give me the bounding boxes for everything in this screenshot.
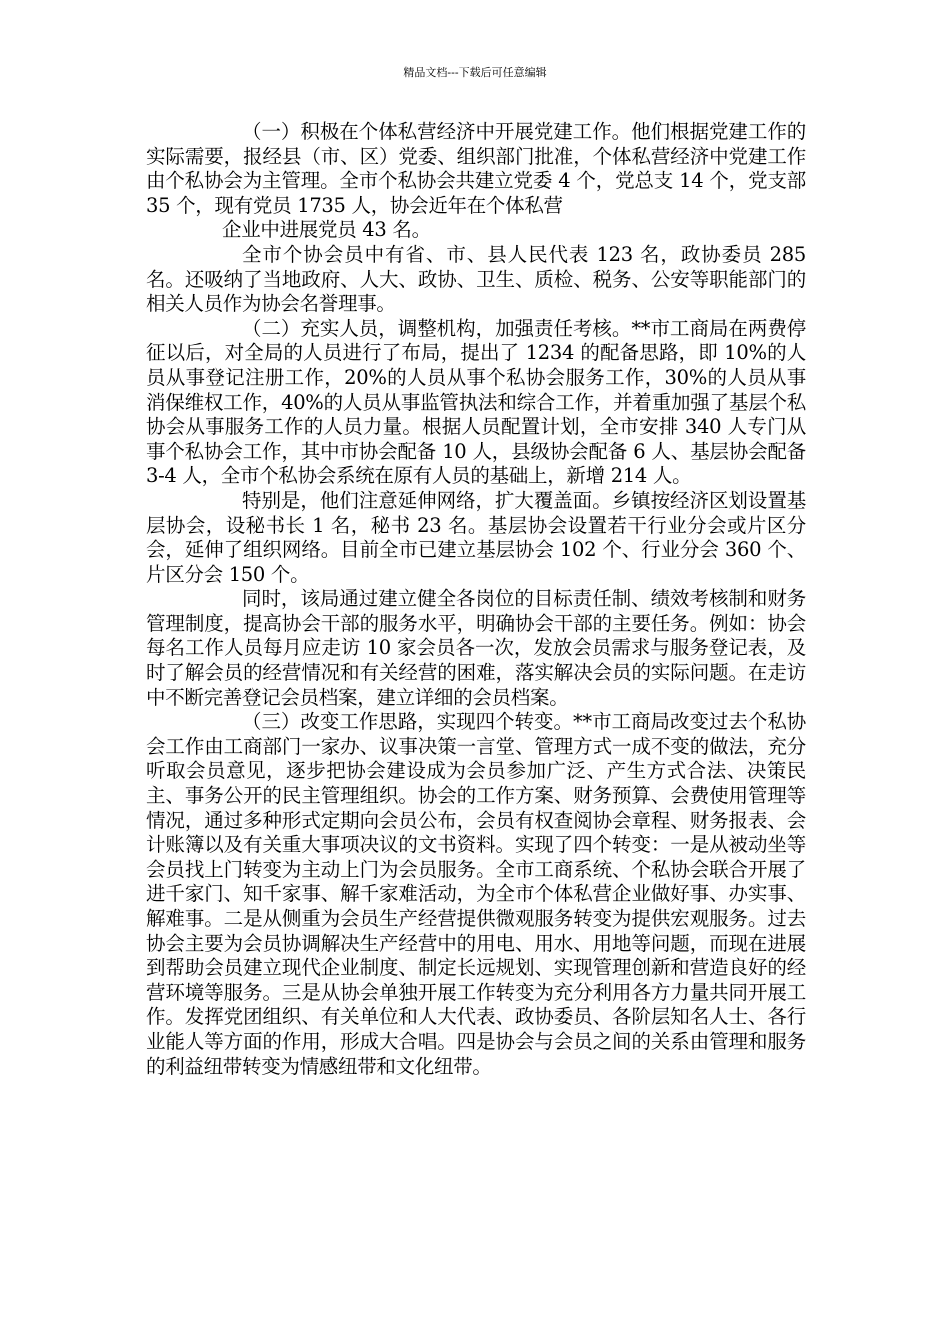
paragraph-party-building: （一）积极在个体私营经济中开展党建工作。他们根据党建工作的实际需要，报经县（市、区）党委、组织部门批准，个体私营经济中党建工作由个私协会为主管理。全市个私协会共建立党委 4 个，党总支 14 个，党支部 35 个，现有党员 1735 人，协会近年在个体私营 [146, 120, 806, 217]
paragraph-network: 特别是，他们注意延伸网络，扩大覆盖面。乡镇按经济区划设置基层协会，设秘书长 1 名，秘书 23 名。基层协会设置若干行业分会或片区分会，延伸了组织网络。目前全市已建立基层协会 102 个、行业分会 360 个、片区分会 150 个。 [146, 488, 806, 586]
paragraph-party-members: 企业中进展党员 43 名。 [222, 218, 431, 242]
paragraph-four-transformations: （三）改变工作思路，实现四个转变。**市工商局改变过去个私协会工作由工商部门一家办、议事决策一言堂、管理方式一成不变的做法，充分听取会员意见，逐步把协会建设成为会员参加广泛、产生方式合法、决策民主、事务公开的民主管理组织。协会的工作方案、财务预算、会费使用管理等情况，通过多种形式定期向会员公布，会员有权查阅协会章程、财务报表、会计账簿以及有关重大事项决议的文书资料。实现了四个转变：一是从被动坐等会员找上门转变为主动上门为会员服务。全市工商系统、个私协会联合开展了进千家门、知千家事、解千家难活动，为全市个体私营企业做好事、办实事、解难事。二是从侧重为会员生产经营提供微观服务转变为提供宏观服务。过去协会主要为会员协调解决生产经营中的用电、用水、用地等问题，而现在进展到帮助会员建立现代企业制度、制定长远规划、实现管理创新和营造良好的经营环境等服务。三是从协会单独开展工作转变为充分利用各方力量共同开展工作。发挥党团组织、有关单位和人大代表、政协委员、各阶层知名人士、各行业能人等方面的作用，形成大合唱。四是协会与会员之间的关系由管理和服务的利益纽带转变为情感纽带和文化纽带。 [146, 710, 806, 1078]
paragraph-representatives: 全市个协会员中有省、市、县人民代表 123 名，政协委员 285 名。还吸纳了当地政府、人大、政协、卫生、质检、税务、公安等职能部门的相关人员作为协会名誉理事。 [146, 242, 806, 316]
paragraph-responsibility: 同时，该局通过建立健全各岗位的目标责任制、绩效考核制和财务管理制度，提高协会干部的服务水平，明确协会干部的主要任务。例如：协会每名工作人员每月应走访 10 家会员各一次，发放会员需求与服务登记表，及时了解会员的经营情况和有关经营的困难，落实解决会员的实际问题。在走访中不断完善登记会员档案，建立详细的会员档案。 [146, 587, 806, 709]
document-body [146, 120, 806, 1079]
paragraph-staffing: （二）充实人员，调整机构，加强责任考核。**市工商局在两费停征以后，对全局的人员进行了布局，提出了 1234 的配备思路，即 10%的人员从事登记注册工作，20%的人员从事个私协会服务工作，30%的人员从事消保维权工作，40%的人员从事监管执法和综合工作，并着重加强了基层个私协会从事服务工作的人员力量。根据人员配置计划，全市安排 340 人专门从事个私协会工作，其中市协会配备 10 人，县级协会配备 6 人、基层协会配备 3-4 人，全市个私协会系统在原有人员的基础上，新增 214 人。 [146, 316, 806, 488]
page-header: 精品文档---下载后可任意编辑 [403, 66, 547, 79]
